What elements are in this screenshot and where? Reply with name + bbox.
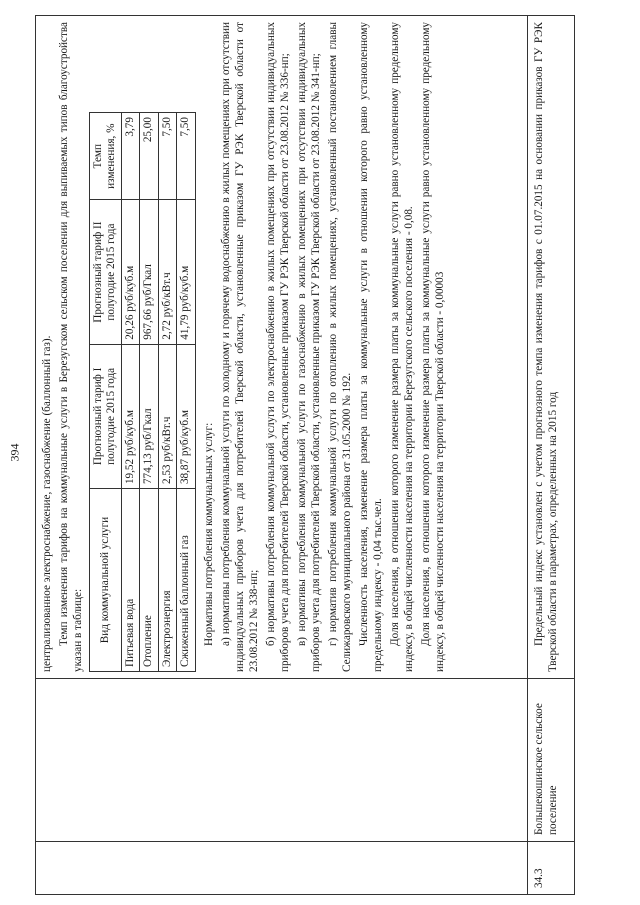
service-cell: Электроэнергия — [158, 489, 176, 672]
row-content-cell — [36, 16, 528, 679]
row-number-cell: 34.3 — [528, 842, 575, 895]
header-tariff-2: Прогнозный тариф II полугодие 2015 года — [90, 200, 122, 344]
page-number-area — [0, 0, 30, 905]
norm-b: б) нормативы потребления коммунальной услуги по электроснабжению в жилых помещениях при отсутствии индивидуальных приборов учета для потребителей Тверской области, установленные приказом ГУ РЭК Тверской области от 23.08.2012 № 336-нп; — [264, 22, 291, 672]
rotated-document — [35, 15, 575, 895]
rate-cell: 7,50 — [177, 113, 195, 200]
main-table — [35, 15, 575, 895]
rate-cell: 3,79 — [121, 113, 139, 200]
service-cell: Сжиженный баллонный газ — [177, 489, 195, 672]
service-cell: Питьевая вода — [121, 489, 139, 672]
norm-v: в) нормативы потребления коммунальной услуги по газоснабжению в жилых помещениях при отсутствии индивидуальных приборов учета для потребителей Тверской области, установленные приказом ГУ РЭК Тверской области от 23.08.2012 № 341-нп; — [295, 22, 322, 672]
population-count: Численность населения, изменение размера платы за коммунальные услуги в отношении которого равно установленному предельному индексу - 0,04 тыс.чел. — [357, 22, 384, 672]
table-row — [158, 113, 176, 672]
settlement-name-cell — [36, 679, 528, 842]
tariff-1-cell: 774,13 руб/Гкал — [140, 344, 158, 488]
tariff-2-cell: 41,79 руб/куб.м — [177, 200, 195, 344]
norm-a: а) нормативы потребления коммунальной услуги по холодному и горячему водоснабжению в жилых помещениях при отсутствии индивидуальных приборов учета для потребителей Тверской области, установленные приказом ГУ РЭК Тверской области от 23.08.2012 № 338-нп; — [219, 22, 260, 672]
norm-g: г) норматив потребления коммунальной услуги по отоплению в жилых помещениях, установленный постановлением главы Селижаровского муниципального района от 31.05.2000 № 192. — [326, 22, 353, 672]
tariff-header-row — [90, 113, 122, 672]
tariff-1-cell: 38,87 руб/куб.м — [177, 344, 195, 488]
settlement-name-cell: Большекошинское сельское поселение — [528, 679, 575, 842]
header-tariff-1: Прогнозный тариф I полугодие 2015 года — [90, 344, 122, 488]
table-row — [36, 16, 528, 895]
service-cell: Отопление — [140, 489, 158, 672]
rate-cell: 7,50 — [158, 113, 176, 200]
population-share-region: Доля населения, в отношении которого изменение размера платы за коммунальные услуги равно установленному предельному индексу, в общей численности населения на территории Тверской области - 0,00003 — [419, 22, 446, 672]
next-row-text: Предельный индекс установлен с учетом прогнозного темпа изменения тарифов с 01.07.2015 на основании приказов ГУ РЭК Тверской области в параметрах, определенных на 2015 год — [533, 22, 559, 672]
norms-title: Нормативы потребления коммунальных услуг: — [202, 422, 215, 646]
intro-line-2: Темп изменения тарифов на коммунальные услуги в Березугском сельском поселении для выпиваемых типов благоустройства указан в таблице: — [58, 22, 84, 672]
rate-cell: 25,00 — [140, 113, 158, 200]
tariff-1-cell: 2,53 руб/кВт.ч — [158, 344, 176, 488]
row-number-cell — [36, 842, 528, 895]
tariff-2-cell: 967,66 руб/Гкал — [140, 200, 158, 344]
row-content-cell — [528, 16, 575, 679]
tariff-2-cell: 20,26 руб/куб.м — [121, 200, 139, 344]
population-share-settlement: Доля населения, в отношении которого изменение размера платы за коммунальные услуги равно установленному предельному индексу, в общей численности населения на территории Березугского сельского поселения - 0,08. — [388, 22, 415, 672]
table-row — [528, 16, 575, 895]
tariff-2-cell: 2,72 руб/кВт.ч — [158, 200, 176, 344]
table-row — [177, 113, 195, 672]
tariff-1-cell: 19,52 руб/куб.м — [121, 344, 139, 488]
intro-line-1: централизованное электроснабжение, газоснабжение (баллонный газ). — [41, 335, 53, 672]
table-row — [121, 113, 139, 672]
tariff-table — [89, 112, 196, 672]
page-number: 394 — [7, 443, 22, 462]
header-service: Вид коммунальной услуги — [90, 489, 122, 672]
header-rate: Темп изменения, % — [90, 113, 122, 200]
table-row — [140, 113, 158, 672]
page-content-area — [35, 15, 575, 895]
